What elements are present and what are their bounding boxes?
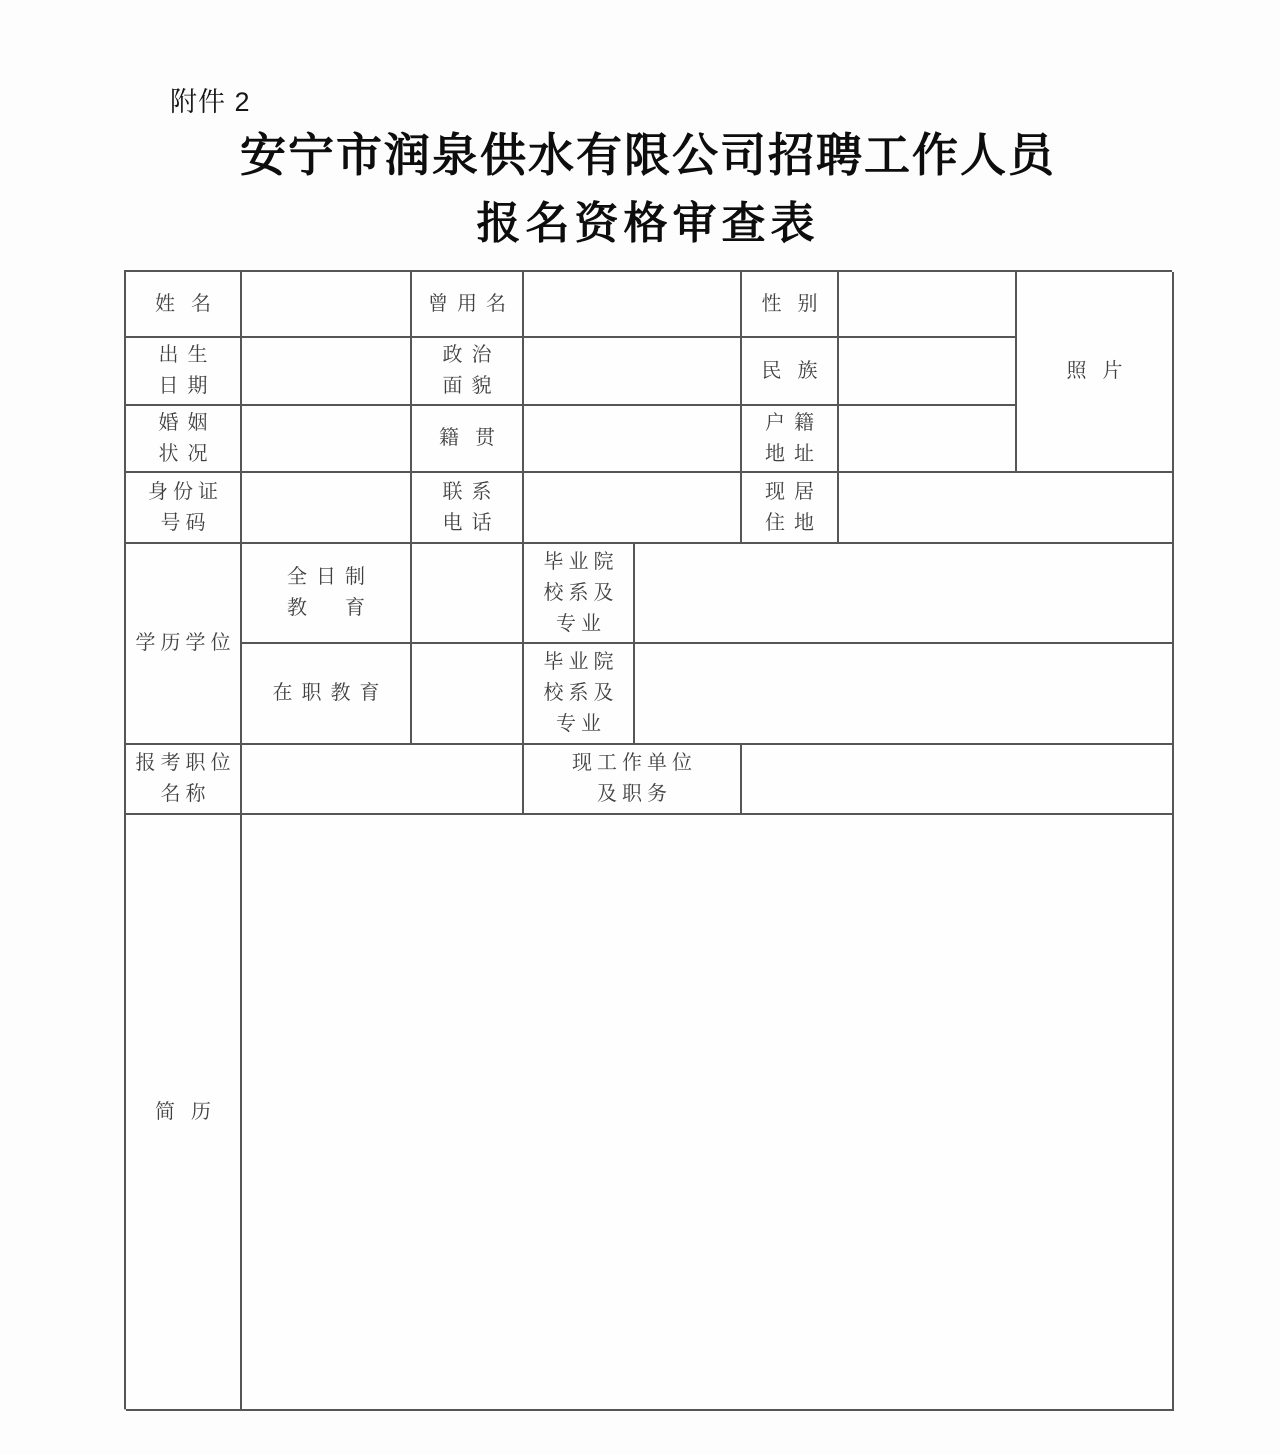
name-value-cell [242, 272, 412, 338]
onjob-education-value-cell [412, 644, 524, 745]
name-label-cell [126, 272, 242, 338]
political-status-label: 政治 面貌 [442, 344, 501, 397]
current-residence-label-cell [742, 473, 839, 544]
marital-status-label: 婚姻 状况 [158, 411, 217, 465]
household-address-value-cell [839, 406, 1017, 473]
photo-label: 照片 [1066, 360, 1139, 382]
current-work-unit-label: 现工作单位 及职务 [572, 752, 697, 805]
fulltime-school-label: 毕业院 校系及 专业 [543, 550, 619, 635]
onjob-education-label: 在职教育 [272, 682, 389, 704]
onjob-school-label: 毕业院 校系及 专业 [543, 651, 619, 735]
resume-value-cell [242, 815, 1174, 1411]
name-label: 姓名 [155, 292, 227, 315]
current-residence-value-cell [839, 473, 1174, 544]
political-status-label-cell [412, 338, 524, 406]
id-number-label-cell [126, 473, 242, 544]
fulltime-school-value-cell [635, 544, 1174, 644]
former-name-label: 曾用名 [428, 292, 515, 315]
fulltime-school-label-cell [524, 544, 635, 644]
contact-phone-label-cell [412, 473, 524, 544]
gender-label-cell [742, 272, 839, 338]
title-line-1: 安宁市润泉供水有限公司招聘工作人员 [240, 130, 1056, 181]
political-status-value-cell [524, 338, 742, 406]
marital-status-value-cell [242, 406, 412, 473]
current-work-unit-label-cell [524, 745, 742, 815]
native-place-label: 籍贯 [439, 427, 511, 449]
household-address-label-cell [742, 406, 839, 473]
onjob-education-label-cell [242, 644, 412, 745]
native-place-label-cell [412, 406, 524, 473]
contact-phone-label: 联系 电话 [442, 480, 501, 534]
gender-value-cell [839, 272, 1017, 338]
id-number-value-cell [242, 473, 412, 544]
onjob-school-value-cell [635, 644, 1174, 745]
fulltime-education-label: 全日制 教 育 [287, 566, 374, 619]
ethnicity-label-cell [742, 338, 839, 406]
gender-label: 性别 [761, 292, 834, 315]
photo-cell [1017, 272, 1174, 473]
current-work-unit-value-cell [742, 745, 1174, 815]
title-line-2: 报名资格审查表 [476, 199, 820, 248]
birth-date-label: 出生 日期 [158, 344, 217, 397]
education-degree-label-cell [126, 544, 242, 745]
resume-label: 简历 [155, 1100, 227, 1123]
resume-label-cell [126, 815, 242, 1411]
applied-position-value-cell [242, 745, 524, 815]
contact-phone-value-cell [524, 473, 742, 544]
education-degree-label: 学历学位 [135, 632, 236, 654]
former-name-label-cell [412, 272, 524, 338]
former-name-value-cell [524, 272, 742, 338]
document-title [124, 126, 1172, 252]
marital-status-label-cell [126, 406, 242, 473]
birth-date-label-cell [126, 338, 242, 406]
ethnicity-label: 民族 [761, 359, 834, 382]
current-residence-label: 现居 住地 [765, 480, 823, 534]
id-number-label: 身份证 号码 [148, 480, 223, 534]
applied-position-label: 报考职位 名称 [135, 752, 236, 805]
household-address-label: 户籍 地址 [765, 411, 823, 465]
applied-position-label-cell [126, 745, 242, 815]
registration-form-table [124, 270, 1172, 1409]
ethnicity-value-cell [839, 338, 1017, 406]
onjob-school-label-cell [524, 644, 635, 745]
birth-date-value-cell [242, 338, 412, 406]
attachment-label: 附件 2 [170, 87, 251, 117]
fulltime-education-value-cell [412, 544, 524, 644]
native-place-value-cell [524, 406, 742, 473]
fulltime-education-label-cell [242, 544, 412, 644]
